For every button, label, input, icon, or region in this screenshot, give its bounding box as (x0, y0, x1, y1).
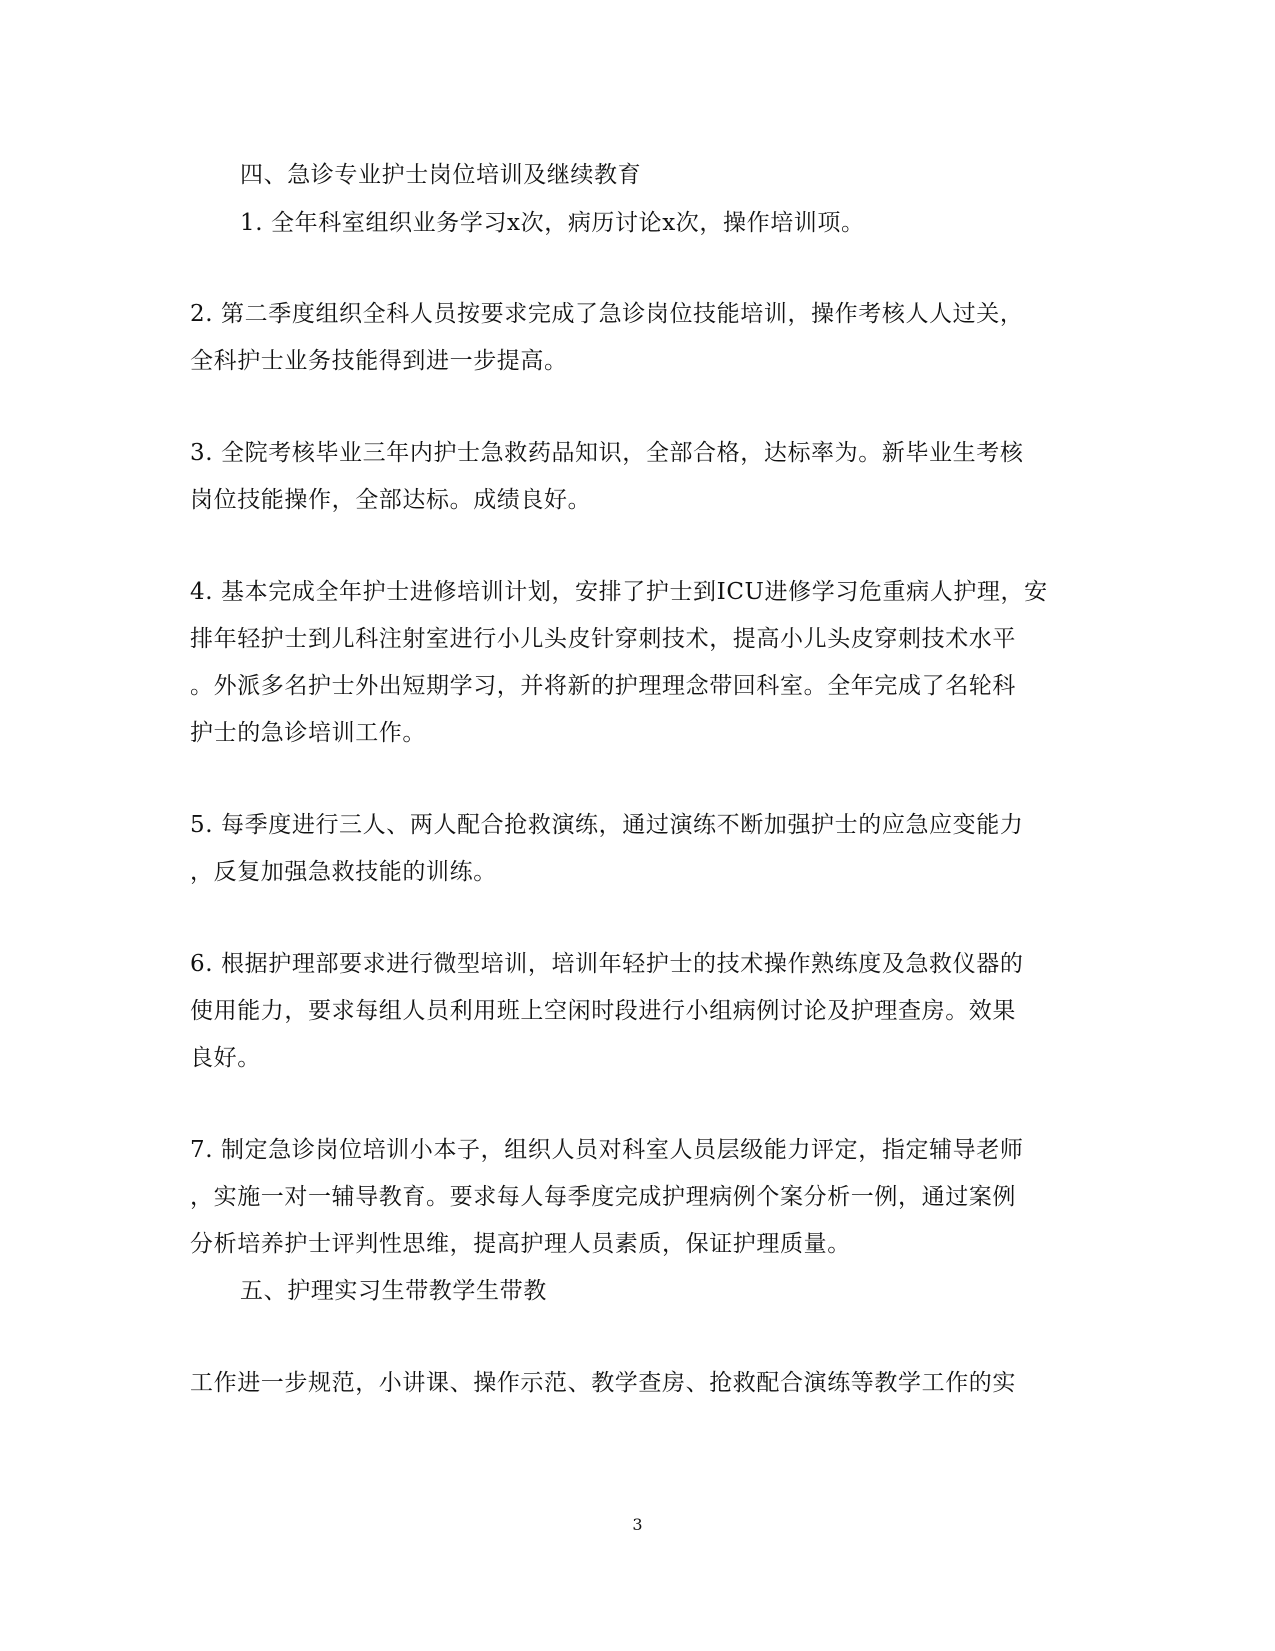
list-item-3-line-2: 岗位技能操作，全部达标。成绩良好。 (190, 487, 592, 513)
list-item-6-line-2: 使用能力，要求每组人员利用班上空闲时段进行小组病例讨论及护理查房。效果 (190, 998, 1016, 1024)
list-item-4-line-1: 4. 基本完成全年护士进修培训计划，安排了护士到ICU进修学习危重病人护理，安 (190, 579, 1048, 605)
list-item-2-line-1: 2. 第二季度组织全科人员按要求完成了急诊岗位技能培训，操作考核人人过关， (190, 301, 1024, 327)
list-item-7-line-3: 分析培养护士评判性思维，提高护理人员素质，保证护理质量。 (190, 1231, 851, 1257)
list-item-7-line-2: ，实施一对一辅导教育。要求每人每季度完成护理病例个案分析一例，通过案例 (190, 1184, 1016, 1210)
list-item-6-line-1: 6. 根据护理部要求进行微型培训，培训年轻护士的技术操作熟练度及急救仪器的 (190, 951, 1024, 977)
list-item-7-line-1: 7. 制定急诊岗位培训小本子，组织人员对科室人员层级能力评定，指定辅导老师 (190, 1137, 1024, 1163)
section-heading-5: 五、护理实习生带教学生带教 (240, 1278, 547, 1304)
list-item-1: 1. 全年科室组织业务学习x次，病历讨论x次，操作培训项。 (240, 210, 865, 236)
list-item-4-line-3: 。外派多名护士外出短期学习，并将新的护理理念带回科室。全年完成了名轮科 (190, 673, 1016, 699)
list-item-5-line-1: 5. 每季度进行三人、两人配合抢救演练，通过演练不断加强护士的应急应变能力 (190, 812, 1024, 838)
list-item-6-line-3: 良好。 (190, 1045, 261, 1071)
list-item-3-line-1: 3. 全院考核毕业三年内护士急救药品知识，全部合格，达标率为。新毕业生考核 (190, 440, 1024, 466)
list-item-4-line-2: 排年轻护士到儿科注射室进行小儿头皮针穿刺技术，提高小儿头皮穿刺技术水平 (190, 626, 1016, 652)
page-number: 3 (632, 1515, 643, 1534)
list-item-2-line-2: 全科护士业务技能得到进一步提高。 (190, 348, 568, 374)
section-heading-4: 四、急诊专业护士岗位培训及继续教育 (240, 162, 642, 188)
list-item-4-line-4: 护士的急诊培训工作。 (190, 720, 426, 746)
paragraph-line: 工作进一步规范，小讲课、操作示范、教学查房、抢救配合演练等教学工作的实 (190, 1370, 1016, 1396)
list-item-5-line-2: ，反复加强急救技能的训练。 (190, 859, 497, 885)
